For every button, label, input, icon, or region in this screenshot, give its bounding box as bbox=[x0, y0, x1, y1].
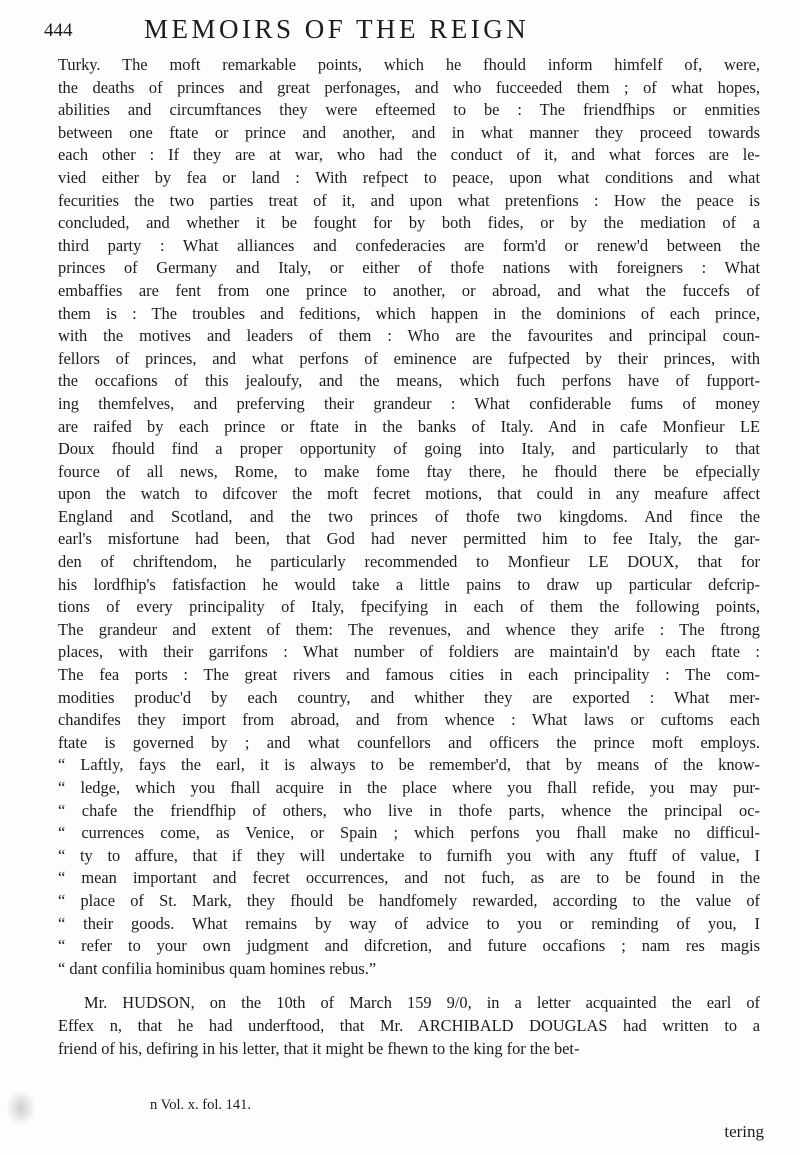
text-line: the occafions of this jealoufy, and the means, which fuch perfons have of fupport- bbox=[58, 371, 760, 391]
text-line: Doux fhould find a proper opportunity of going into Italy, and particularly to that bbox=[58, 439, 760, 459]
text-line: them is : The troubles and feditions, which happen in the dominions of each prince, bbox=[58, 303, 760, 323]
page-smudge bbox=[6, 1090, 36, 1126]
text-line: “ Laftly, fays the earl, it is always to be remember'd, that by means of the know- bbox=[58, 755, 760, 775]
text-line: “ refer to your own judgment and difcretion, and future occafions ; nam res magis bbox=[58, 936, 760, 956]
text-line: princes of Germany and Italy, or either of thofe nations with foreigners : What bbox=[58, 258, 760, 278]
text-line: upon the watch to difcover the moft fecret motions, that could in any meafure affect bbox=[58, 484, 760, 504]
text-line: Mr. HUDSON, on the 10th of March 159 9/0, in a letter acquainted the earl of bbox=[84, 993, 760, 1013]
page-header bbox=[44, 12, 764, 48]
text-line: abilities and circumftances they were efteemed to be : The friendfhips or enmities bbox=[58, 100, 760, 120]
paragraph-gap bbox=[58, 980, 760, 992]
body-text bbox=[58, 54, 760, 1060]
text-line: fellors of princes, and what perfons of eminence are fufpected by their princes, with bbox=[58, 348, 760, 368]
running-head: MEMOIRS OF THE REIGN bbox=[144, 14, 530, 44]
text-line: friend of his, defiring in his letter, that it might be fhewn to the king for the bet- bbox=[58, 1038, 580, 1058]
text-line: “ ty to affure, that if they will undertake to furnifh you with any ftuff of value, I bbox=[58, 845, 760, 865]
catchword: tering bbox=[724, 1122, 764, 1141]
text-line: Effex n, that he had underftood, that Mr. ARCHIBALD DOUGLAS had written to a bbox=[58, 1015, 760, 1035]
text-line: ftate is governed by ; and what counfellors and officers the prince moft employs. bbox=[58, 732, 760, 752]
text-line: with the motives and leaders of them : Who are the favourites and principal coun- bbox=[58, 326, 760, 346]
text-line: “ currences come, as Venice, or Spain ; which perfons you fhall make no difficul- bbox=[58, 823, 760, 843]
text-line: tions of every principality of Italy, fpecifying in each of them the following points, bbox=[58, 597, 760, 617]
text-line: are raifed by each prince or ftate in the banks of Italy. And in cafe Monfieur LE bbox=[58, 416, 760, 436]
text-line: “ ledge, which you fhall acquire in the place where you fhall refide, you may pur- bbox=[58, 778, 760, 797]
text-line: England and Scotland, and the two princes of thofe two kingdoms. And fince the bbox=[58, 506, 760, 526]
text-line: “ chafe the friendfhip of others, who live in thofe parts, whence the principal oc- bbox=[58, 800, 760, 820]
text-line: concluded, and whether it be fought for by both fides, or by the mediation of a bbox=[58, 213, 760, 233]
text-line: The fea ports : The great rivers and famous cities in each principality : The com- bbox=[58, 665, 760, 685]
text-line: fource of all news, Rome, to make fome ftay there, he fhould there be efpecially bbox=[58, 461, 760, 481]
text-line: ing themfelves, and preferving their grandeur : What confiderable fums of money bbox=[58, 393, 760, 413]
text-line: chandifes they import from abroad, and from whence : What laws or cuftoms each bbox=[58, 710, 760, 730]
footnote: n Vol. x. fol. 141. bbox=[150, 1097, 251, 1113]
text-line: “ dant confilia hominibus quam homines rebus.” bbox=[58, 958, 377, 978]
text-line: vied either by fea or land : With refpect to peace, upon what conditions and what bbox=[58, 167, 760, 187]
text-line: each other : If they are at war, who had the conduct of it, and what forces are le- bbox=[58, 145, 760, 165]
page-number: 444 bbox=[44, 20, 73, 41]
text-line: den of chriftendom, he particularly recommended to Monfieur LE DOUX, that for bbox=[58, 552, 760, 572]
text-line: earl's misfortune had been, that God had never permitted him to fee Italy, the gar- bbox=[58, 529, 760, 549]
text-line: embaffies are fent from one prince to another, or abroad, and what the fuccefs of bbox=[58, 280, 760, 300]
text-line: modities produc'd by each country, and whither they are exported : What mer- bbox=[58, 687, 760, 707]
text-line: third party : What alliances and confederacies are form'd or renew'd between the bbox=[58, 235, 760, 255]
text-line: “ place of St. Mark, they fhould be handfomely rewarded, according to the value of bbox=[58, 890, 760, 910]
text-line: between one ftate or prince and another, and in what manner they proceed towards bbox=[58, 122, 760, 142]
text-line: “ mean important and fecret occurrences, and not fuch, as are to be found in the bbox=[58, 868, 760, 888]
text-line: Turky. The moft remarkable points, which he fhould inform himfelf of, were, bbox=[58, 55, 760, 74]
text-line: “ their goods. What remains by way of advice to you or reminding of you, I bbox=[58, 913, 760, 933]
text-line: the deaths of princes and great perfonages, and who fucceeded them ; of what hopes, bbox=[58, 77, 760, 97]
text-line: fecurities the two parties treat of it, and upon what pretenfions : How the peace is bbox=[58, 190, 760, 210]
text-line: his lordfhip's fatisfaction he would take a little pains to draw up particular defcrip- bbox=[58, 574, 760, 594]
text-line: places, with their garrifons : What number of foldiers are maintain'd by each ftate : bbox=[58, 642, 760, 662]
text-line: The grandeur and extent of them: The revenues, and whence they arife : The ftrong bbox=[58, 619, 760, 639]
